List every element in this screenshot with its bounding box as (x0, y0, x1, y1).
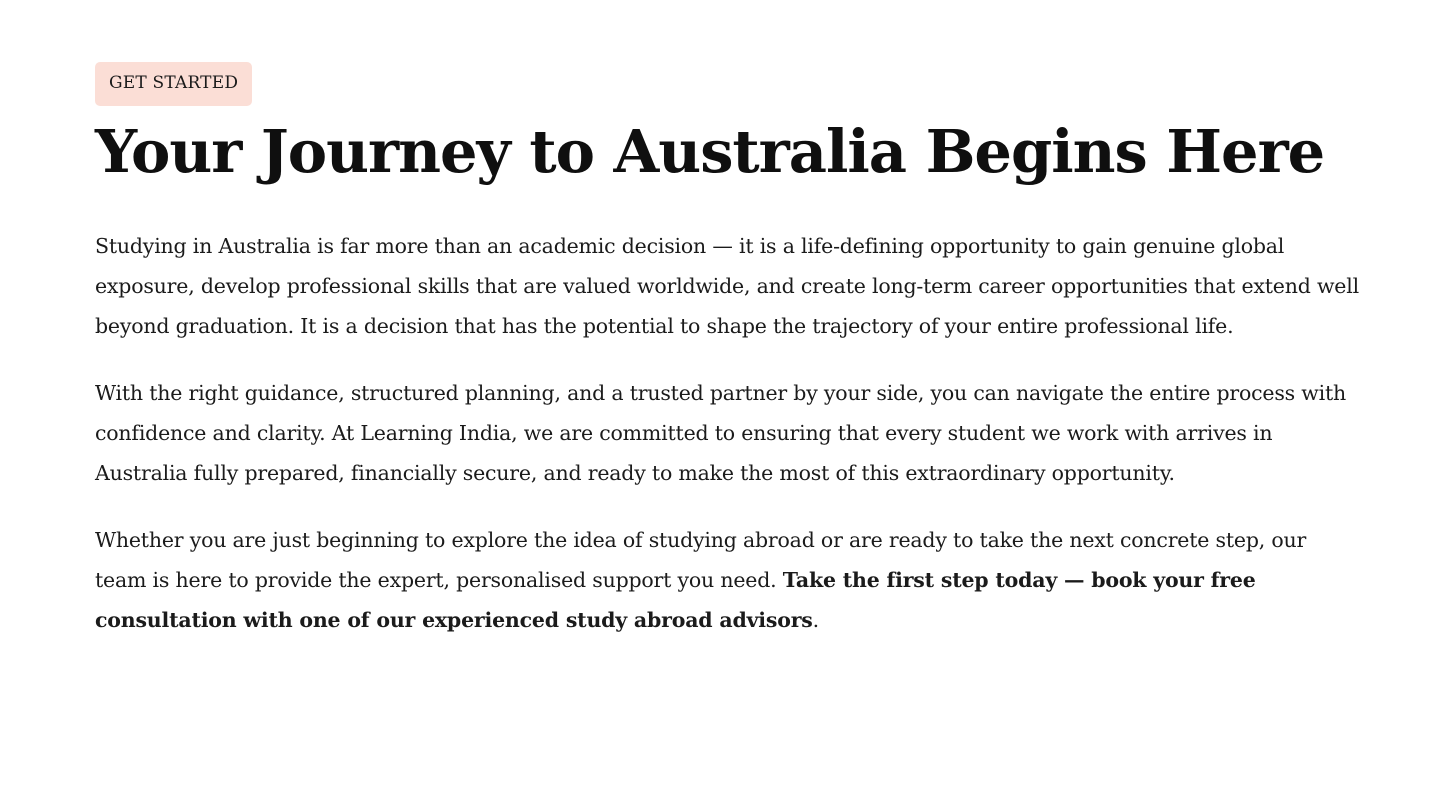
intro-paragraph: Studying in Australia is far more than an academic decision — it is a life-defining opportunity to gain genuine global exposure, develop professional skills that are valued worldwide, and create long-term career opportunities that extend well beyond graduation. It is a decision that has the potential to shape the trajectory of your entire professional life. (95, 234, 1359, 338)
cta-emphasis-text: Take the first step today — book your free consultation with one of our experienced study abroad advisors (95, 568, 1256, 632)
guidance-paragraph: With the right guidance, structured planning, and a trusted partner by your side, you can navigate the entire process with confidence and clarity. At Learning India, we are committed to ensuring that every student we work with arrives in Australia fully prepared, financially secure, and ready to make the most of this extraordinary opportunity. (95, 381, 1347, 485)
cta-paragraph-text: Whether you are just beginning to explore the idea of studying abroad or are ready to take the next concrete step, our team is here to provide the expert, personalised support you need. (95, 528, 1307, 592)
cta-period: . (812, 608, 819, 632)
page-title: Your Journey to Australia Begins Here (95, 117, 1325, 186)
get-started-section (95, 62, 1360, 640)
section-badge: GET STARTED (95, 62, 252, 106)
call-to-action-paragraph (95, 520, 1360, 640)
